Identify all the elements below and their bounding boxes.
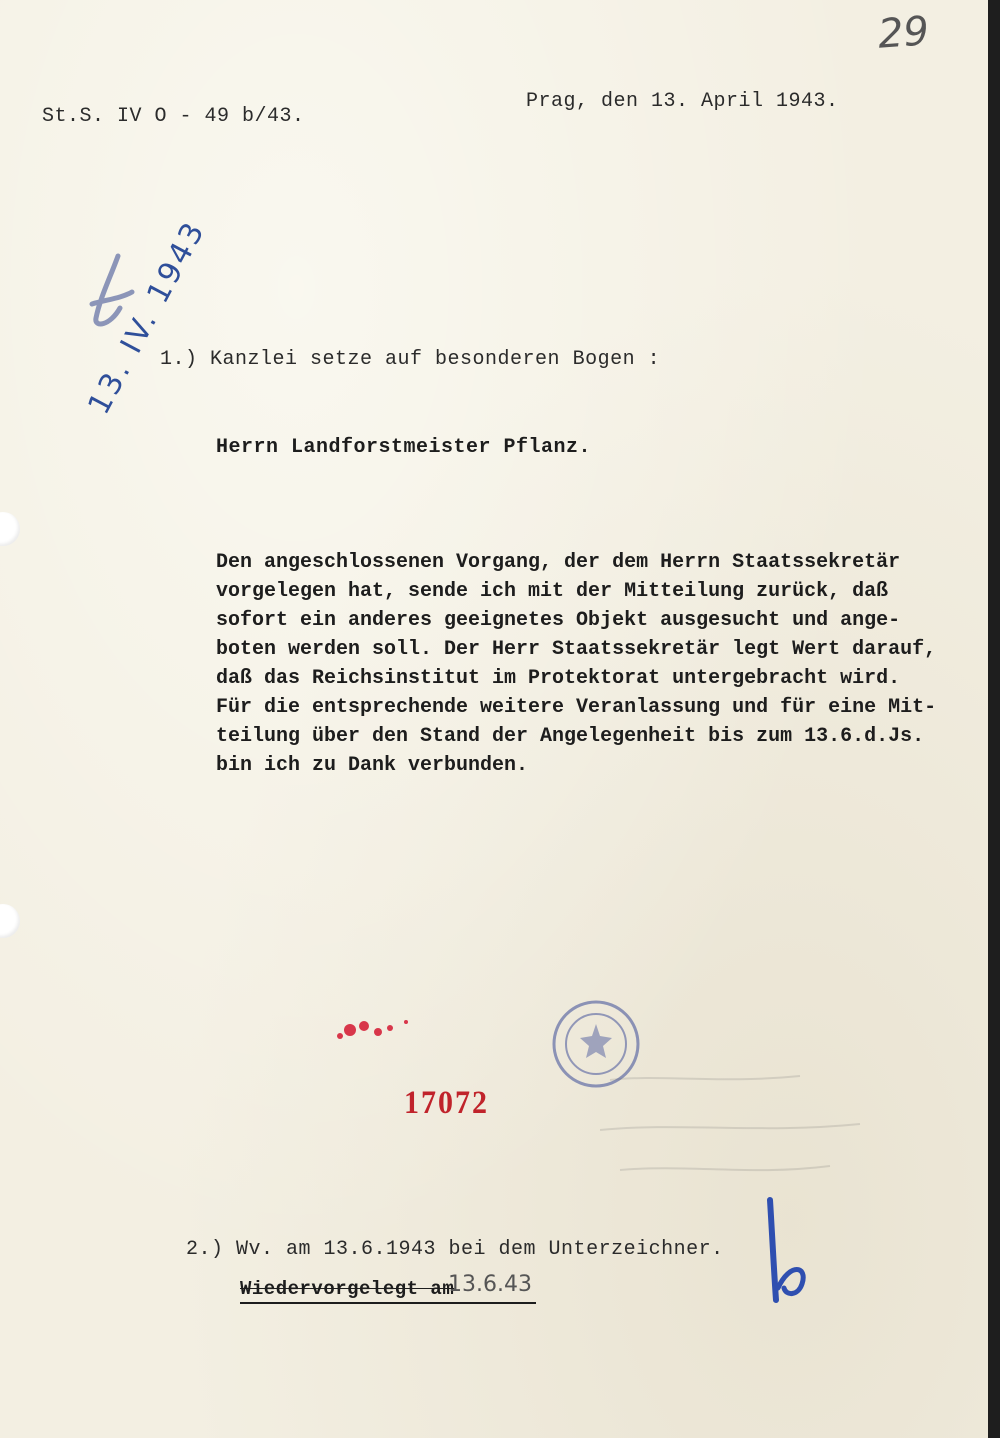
instruction-2: 2.) Wv. am 13.6.1943 bei dem Unterzeichner. [186, 1238, 724, 1261]
punch-hole [0, 904, 20, 938]
place-date: Prag, den 13. April 1943. [526, 90, 839, 113]
instruction-1: 1.) Kanzlei setze auf besonderen Bogen : [160, 348, 661, 371]
body-line: Den angeschlossenen Vorgang, der dem Herrn Staatssekretär [216, 551, 901, 574]
reference-number: St.S. IV O - 49 b/43. [42, 105, 305, 128]
bleed-through-marks-icon [600, 1060, 900, 1220]
scan-edge [988, 0, 1000, 1438]
received-date-stamp: 13. IV. 1943 [81, 214, 213, 421]
body-line: Für die entsprechende weitere Veranlassung und für eine Mit- [216, 696, 937, 719]
red-ink-blot-icon [330, 1012, 420, 1048]
resubmission-date: 13.6.43 [448, 1272, 532, 1297]
punch-hole [0, 512, 20, 546]
addressee: Herrn Landforstmeister Pflanz. [216, 436, 592, 459]
body-line: bin ich zu Dank verbunden. [216, 754, 529, 777]
body-line: sofort ein anderes geeignetes Objekt ausgesucht und ange- [216, 609, 901, 632]
resubmission-label: Wiedervorgelegt am [240, 1278, 455, 1300]
red-number-stamp: 17072 [404, 1084, 489, 1121]
letter-body [216, 548, 988, 780]
body-line: boten werden soll. Der Herr Staatssekretär legt Wert darauf, [216, 638, 937, 661]
body-line: teilung über den Stand der Angelegenheit bis zum 13.6.d.Js. [216, 725, 925, 748]
body-line: vorgelegen hat, sende ich mit der Mitteilung zurück, daß [216, 580, 889, 603]
folio-number: 29 [876, 8, 931, 58]
body-line: daß das Reichsinstitut im Protektorat untergebracht wird. [216, 667, 901, 690]
resubmission-underline [240, 1302, 536, 1304]
